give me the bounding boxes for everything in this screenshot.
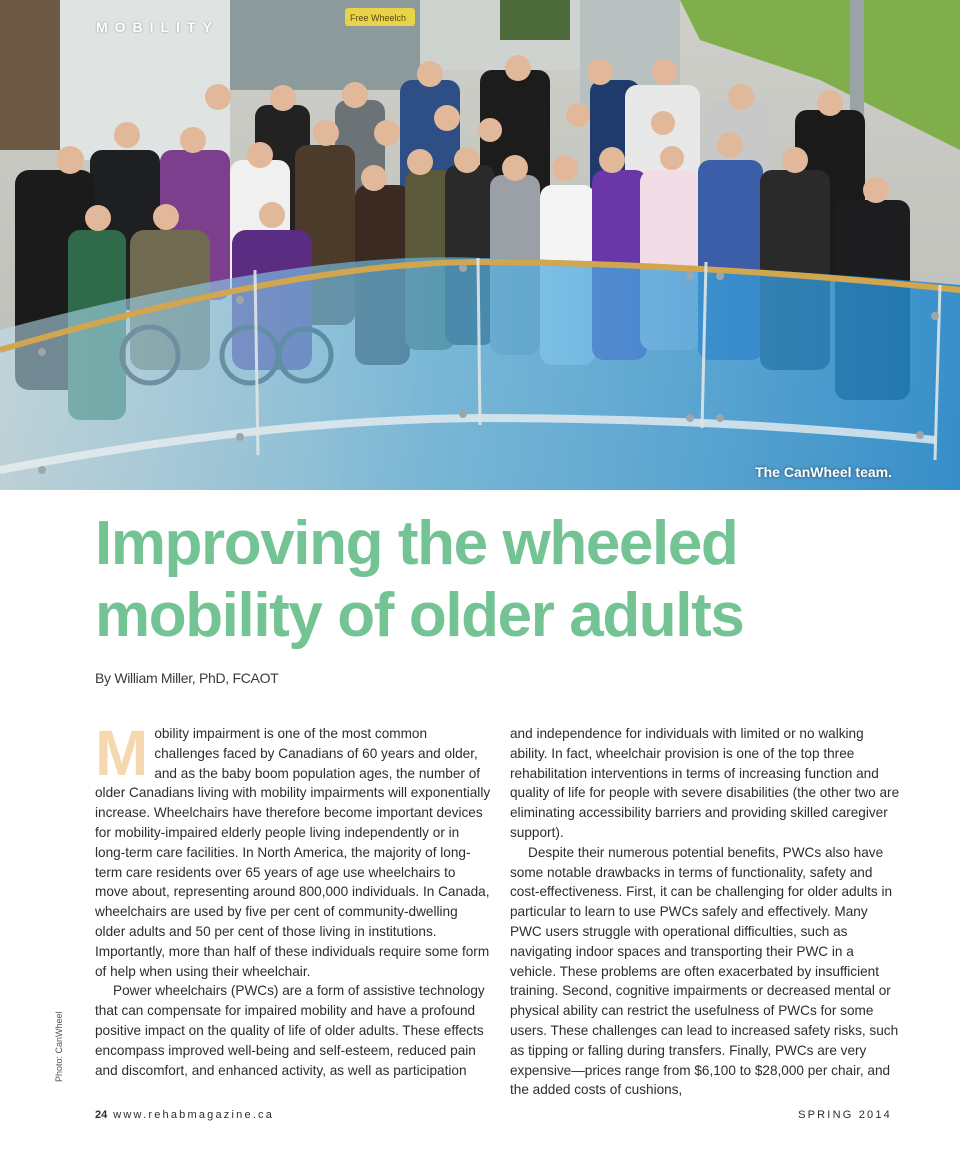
paragraph: Despite their numerous potential benefits, PWCs also have some notable drawbacks in terms of functionality, safety and cost-effectiveness. First, it can be challenging for older adults in particular to learn to use PWCs safely and effectively. Many PWC users struggle with operational difficulties, such as navigating indoor spaces and transporting their PWC in a vehicle. These problems are often exacerbated by insufficient training. Second, cognitive impairments or decreased mental or physical ability can restrict the usefulness of PWCs for some users. These challenges can lead to increased safety risks, such as tipping or falling during transfers. Finally, PWCs are very expensive—prices range from $6,100 to $28,000 per chair, and the added costs of cushions,: [510, 844, 899, 1098]
dropcap: M: [95, 717, 149, 789]
team-photo: [0, 0, 960, 490]
website-link[interactable]: www.rehabmagazine.ca: [113, 1109, 275, 1121]
footer-left: [95, 1109, 274, 1121]
article-byline: By William Miller, PhD, FCAOT: [95, 670, 279, 686]
paragraph-text: obility impairment is one of the most common challenges faced by Canadians of 60 years and older, and as the baby boom population ages, the number of older Canadians living with mobility impairments will exponentially increase. Wheelchairs have therefore become important devices for mobility-impaired elderly people living independently or in long-term care facilities. In North America, the majority of long-term care residents over 65 years of age use wheelchairs to move about, representing around 800,000 individuals. In Canada, wheelchairs are used by five per cent of community-dwelling older adults and 50 per cent of those living in institutions. Importantly, more than half of these individuals require some form of help when using their wheelchair.: [95, 726, 491, 979]
paragraph: [95, 717, 491, 981]
paragraph: and independence for individuals with limited or no walking ability. In fact, wheelchair provision is one of the top three rehabilitation interventions in terms of increasing function and quality of life for people with severe disabilities (the other two are eliminating accessibility barriers and providing skilled caregiver support).: [510, 726, 900, 840]
right-column: [510, 724, 902, 1100]
section-label: MOBILITY: [96, 19, 219, 35]
svg-text:Free Wheelch: Free Wheelch: [350, 13, 407, 23]
team-photo-illustration: [0, 0, 960, 490]
paragraph: Power wheelchairs (PWCs) are a form of assistive technology that can compensate for impaired mobility and have a profound positive impact on the quality of life of older adults. These effects encompass improved well-being and self-esteem, reduced pain and discomfort, and enhanced activity, as well as participation: [95, 983, 485, 1078]
photo-credit: Photo: CanWheel: [54, 1011, 64, 1082]
page-number: 24: [95, 1109, 108, 1121]
issue-label: SPRING 2014: [798, 1109, 892, 1121]
photo-caption: The CanWheel team.: [755, 464, 892, 480]
article-title: Improving the wheeled mobility of older adults: [95, 509, 744, 650]
left-column: [95, 717, 491, 1080]
